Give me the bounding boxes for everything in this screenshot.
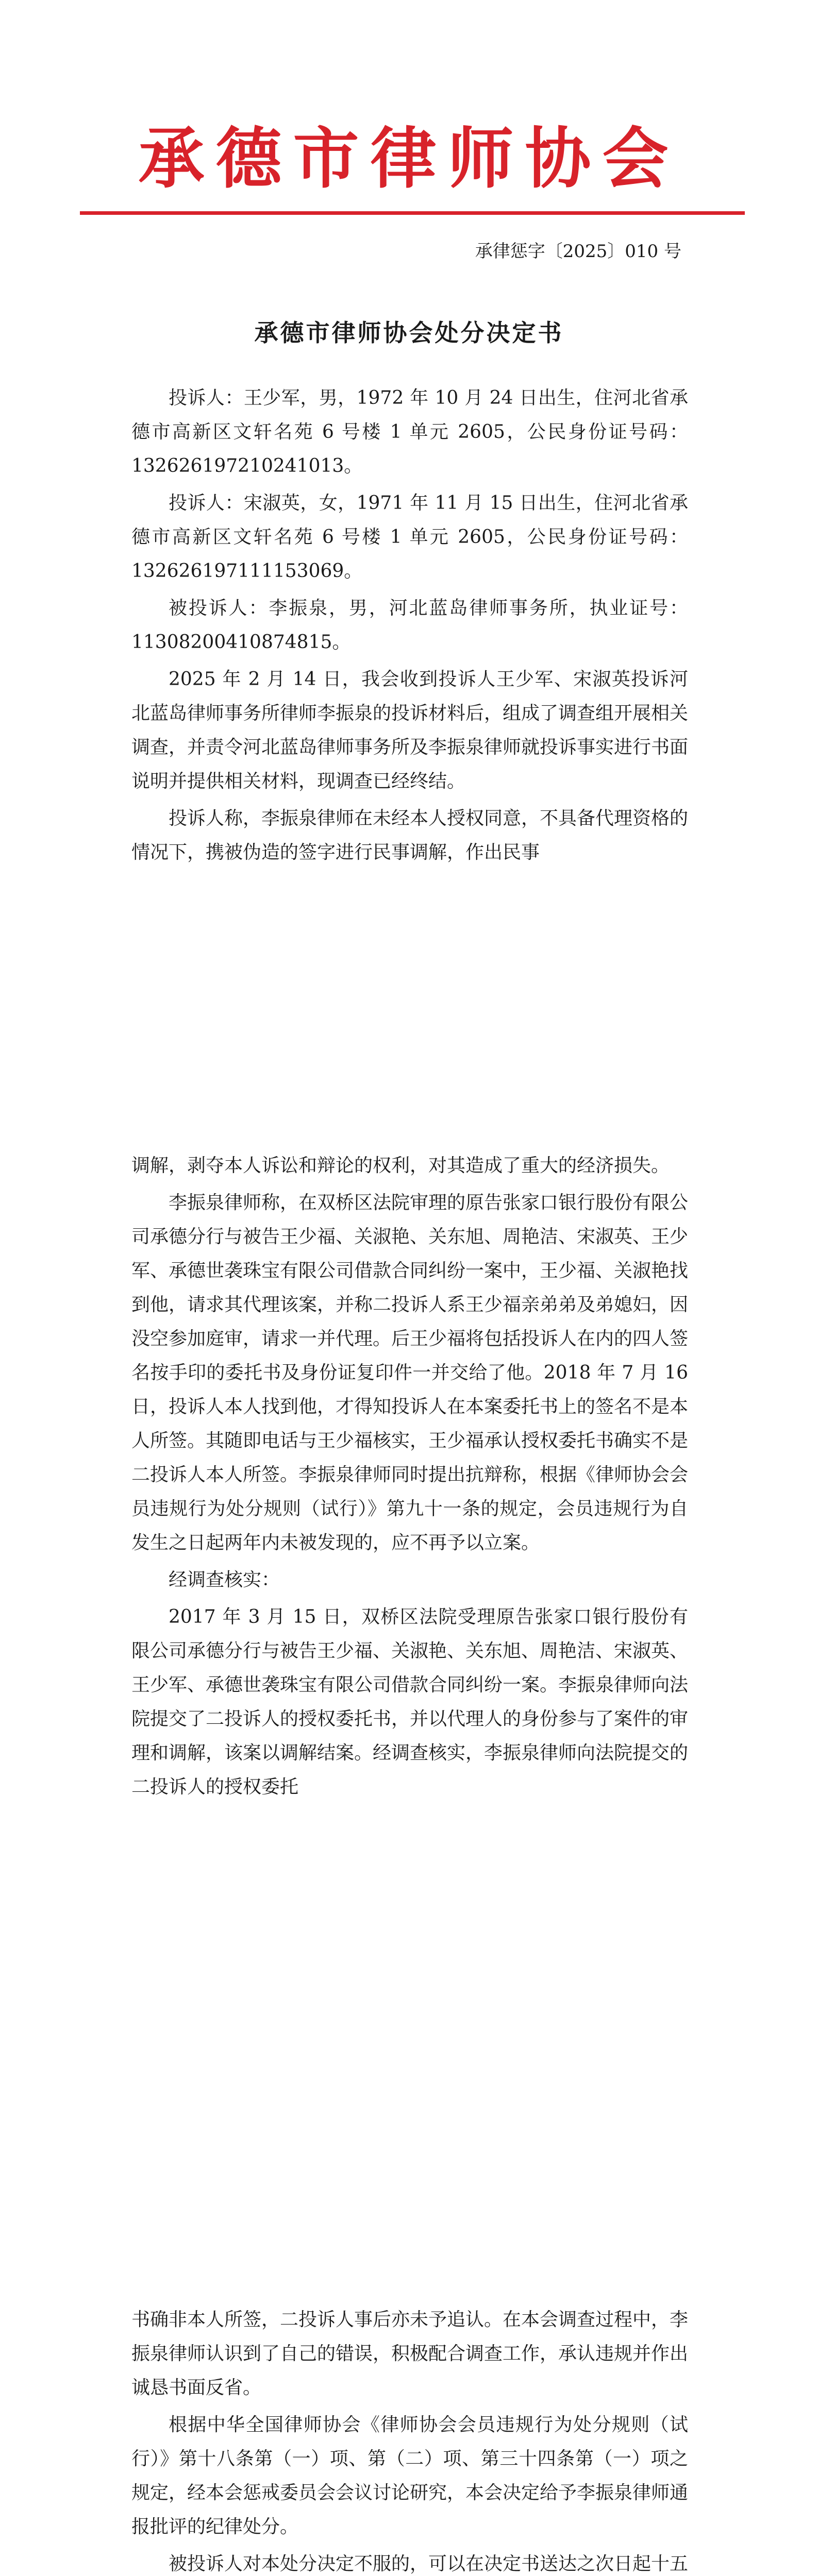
paragraph-complaint-claim-cont: 调解，剥夺本人诉讼和辩论的权利，对其造成了重大的经济损失。: [131, 1155, 670, 1176]
page-3-body: [131, 2303, 688, 2576]
paragraph-investigation-findings: 2017 年 3 月 15 日，双桥区法院受理原告张家口银行股份有限公司承德分行与被告王少福、关淑艳、关东旭、周艳洁、宋淑英、王少军、承德世袭珠宝有限公司借款合同纠纷一案。李振泉律师向法院提交了二投诉人的授权委托书，并以代理人的身份参与了案件的审理和调解，该案以调解结案。经调查核实，李振泉律师向法院提交的二投诉人的授权委托: [131, 1606, 689, 1798]
document-number: 承律惩字〔2025〕010 号: [475, 241, 681, 262]
document-page-1: [0, 0, 818, 1123]
paragraph-case-intake: 2025 年 2 月 14 日，我会收到投诉人王少军、宋淑英投诉河北蓝岛律师事务所律师李振泉的投诉材料后，组成了调查组开展相关调查，并责令河北蓝岛律师事务所及李振泉律师就投诉事实进行书面说明并提供相关材料，现调查已经终结。: [131, 669, 689, 792]
document-page-3: [0, 2303, 818, 2576]
page-1-body: [131, 381, 688, 873]
letterhead-red-rule: [80, 211, 745, 215]
paragraph-respondent-statement: 李振泉律师称，在双桥区法院审理的原告张家口银行股份有限公司承德分行与被告王少福、关淑艳、关东旭、周艳洁、宋淑英、王少军、承德世袭珠宝有限公司借款合同纠纷一案中，王少福、关淑艳找到他，请求其代理该案，并称二投诉人系王少福亲弟弟及弟媳妇，因没空参加庭审，请求一并代理。后王少福将包括投诉人在内的四人签名按手印的委托书及身份证复印件一并交给了他。2018 年 7 月 16 日，投诉人本人找到他，才得知投诉人在本案委托书上的签名不是本人所签。其随即电话与王少福核实，王少福承认授权委托书确实不是二投诉人本人所签。李振泉律师同时提出抗辩称，根据《律师协会会员违规行为处分规则（试行）》第九十一条的规定，会员违规行为自发生之日起两年内未被发现的，应不再予以立案。: [131, 1192, 689, 1553]
paragraph-findings-cont: 书确非本人所签，二投诉人事后亦未予追认。在本会调查过程中，李振泉律师认识到了自己的错误，积极配合调查工作，承认违规并作出诚恳书面反省。: [131, 2309, 689, 2398]
document-title: 承德市律师协会处分决定书: [254, 319, 564, 347]
paragraph-investigation-heading: 经调查核实：: [169, 1569, 280, 1590]
paragraph-decision: 根据中华全国律师协会《律师协会会员违规行为处分规则（试行）》第十八条第（一）项、第（二）项、第三十四条第（一）项之规定，经本会惩戒委员会会议讨论研究，本会决定给予李振泉律师通报批评的纪律处分。: [131, 2414, 689, 2537]
paragraph-appeal-notice: 被投诉人对本处分决定不服的，可以在决定书送达之次日起十五: [169, 2553, 689, 2574]
paragraph-respondent: 被投诉人：李振泉，男，河北蓝岛律师事务所，执业证号：11308200410874815。: [131, 598, 688, 653]
letterhead-title: 承德市律师协会: [138, 120, 680, 197]
paragraph-complaint-claim: 投诉人称，李振泉律师在未经本人授权同意，不具备代理资格的情况下，携被伪造的签字进行民事调解，作出民事: [131, 808, 689, 863]
document-page-2: [0, 1149, 818, 2282]
paragraph-complainant-1: 投诉人：王少军，男，1972 年 10 月 24 日出生，住河北省承德市高新区文轩名苑 6 号楼 1 单元 2605，公民身份证号码：132626197210241013。: [131, 387, 688, 477]
paragraph-complainant-2: 投诉人：宋淑英，女，1971 年 11 月 15 日出生，住河北省承德市高新区文轩名苑 6 号楼 1 单元 2605，公民身份证号码：132626197111153069。: [131, 493, 688, 582]
page-2-body: [131, 1149, 688, 1807]
